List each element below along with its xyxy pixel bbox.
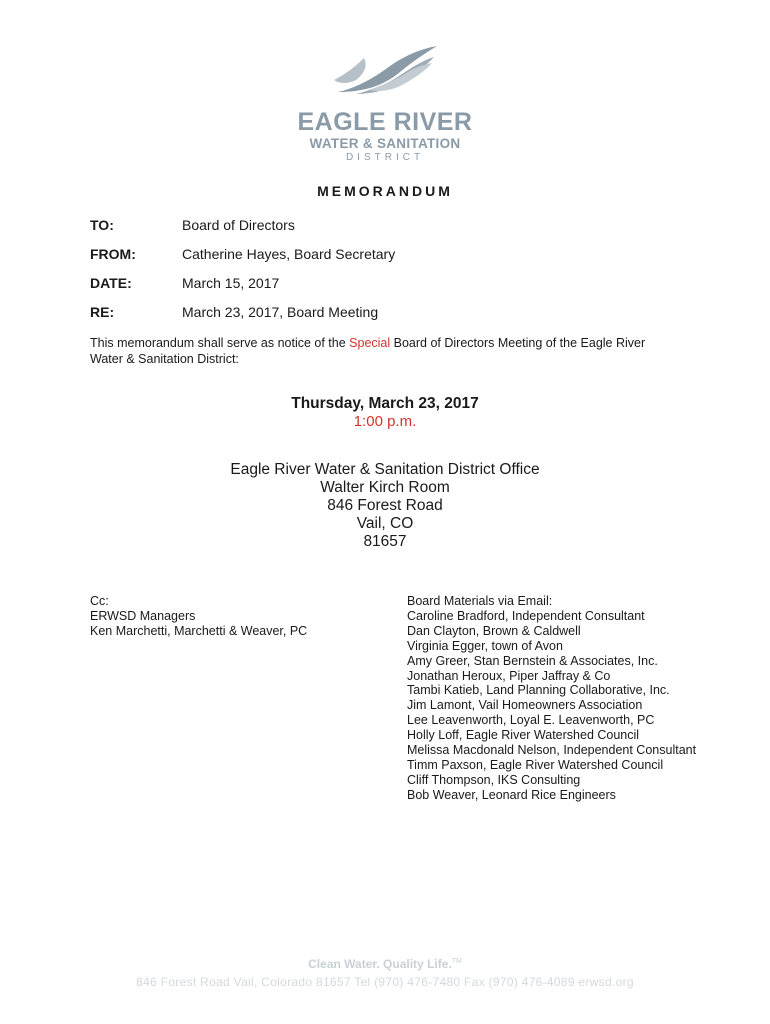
tagline-text: Clean Water. Quality Life. bbox=[308, 957, 452, 971]
intro-paragraph bbox=[90, 335, 680, 367]
distribution-heading: Board Materials via Email: bbox=[407, 594, 553, 608]
from-label: FROM: bbox=[90, 246, 136, 262]
from-value: Catherine Hayes, Board Secretary bbox=[182, 246, 396, 262]
distribution-item: Tambi Katieb, Land Planning Collaborative, Inc. bbox=[407, 683, 670, 698]
distribution-item: Virginia Egger, town of Avon bbox=[407, 638, 563, 653]
footer-contact: 846 Forest Road Vail, Colorado 81657 Tel (970) 476-7480 Fax (970) 476-4089 erwsd.org bbox=[136, 975, 634, 989]
distribution-item: Cliff Thompson, IKS Consulting bbox=[407, 772, 581, 787]
trademark-mark: TM bbox=[451, 958, 462, 965]
intro-special-highlight: Special bbox=[349, 336, 391, 350]
location-line: 846 Forest Road bbox=[327, 497, 443, 514]
distribution-item: Jonathan Heroux, Piper Jaffray & Co bbox=[407, 668, 611, 683]
logo-district: DISTRICT bbox=[345, 152, 425, 163]
cc-item: ERWSD Managers bbox=[90, 609, 196, 623]
footer-tagline bbox=[0, 957, 770, 971]
distribution-item: Bob Weaver, Leonard Rice Engineers bbox=[407, 787, 616, 802]
date-label: DATE: bbox=[90, 275, 132, 291]
distribution-item: Caroline Bradford, Independent Consultant bbox=[407, 608, 645, 623]
to-label: TO: bbox=[90, 217, 114, 233]
cc-heading: Cc: bbox=[90, 594, 109, 608]
date-value: March 15, 2017 bbox=[182, 275, 280, 291]
location-line: Eagle River Water & Sanitation District Office bbox=[230, 461, 540, 478]
distribution-list bbox=[407, 594, 696, 803]
location-line: 81657 bbox=[363, 533, 407, 550]
district-logo bbox=[290, 44, 480, 162]
eagle-wing-icon bbox=[334, 44, 438, 98]
distribution-item: Jim Lamont, Vail Homeowners Association bbox=[407, 698, 643, 713]
logo-name: EAGLE RIVER bbox=[297, 108, 473, 136]
distribution-item: Dan Clayton, Brown & Caldwell bbox=[407, 623, 581, 638]
cc-list bbox=[90, 594, 307, 639]
distribution-item: Lee Leavenworth, Loyal E. Leavenworth, PC bbox=[407, 713, 655, 728]
meeting-location bbox=[0, 461, 770, 551]
distribution-item: Melissa Macdonald Nelson, Independent Consultant bbox=[407, 743, 697, 758]
meeting-time: 1:00 p.m. bbox=[353, 413, 417, 430]
cc-item: Ken Marchetti, Marchetti & Weaver, PC bbox=[90, 624, 308, 638]
meeting-date: Thursday, March 23, 2017 bbox=[291, 395, 479, 412]
location-line: Walter Kirch Room bbox=[320, 479, 450, 496]
intro-text-before: This memorandum shall serve as notice of the bbox=[90, 336, 350, 350]
location-line: Vail, CO bbox=[356, 515, 414, 532]
intro-text-after: Board of Directors Meeting of the Eagle River Water & Sanitation District: bbox=[90, 336, 646, 366]
distribution-item: Holly Loff, Eagle River Watershed Council bbox=[407, 728, 640, 743]
re-value: March 23, 2017, Board Meeting bbox=[182, 304, 379, 320]
to-value: Board of Directors bbox=[182, 217, 295, 233]
distribution-item: Amy Greer, Stan Bernstein & Associates, Inc. bbox=[407, 653, 658, 668]
re-label: RE: bbox=[90, 304, 115, 320]
distribution-item: Timm Paxson, Eagle River Watershed Council bbox=[407, 757, 664, 772]
logo-subtitle: WATER & SANITATION bbox=[309, 136, 461, 151]
memo-title: MEMORANDUM bbox=[317, 183, 453, 199]
